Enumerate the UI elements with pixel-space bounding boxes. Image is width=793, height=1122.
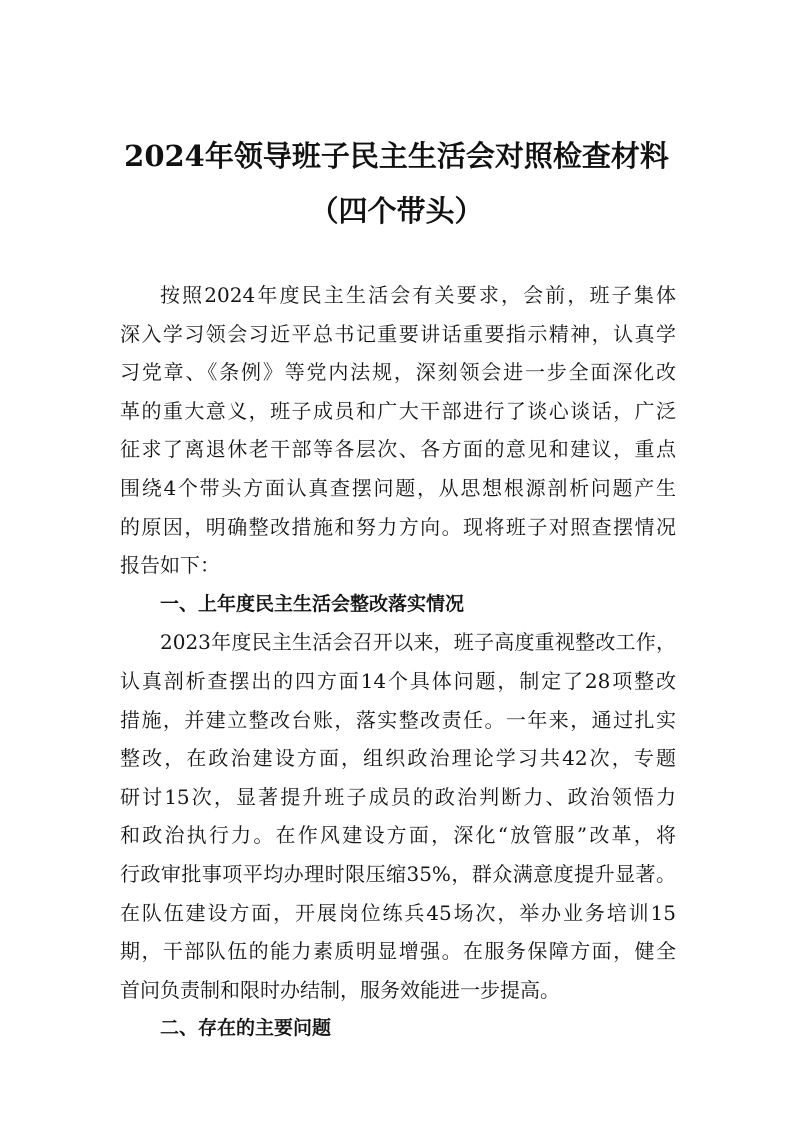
- intro-line: 围绕4个带头方面认真查摆问题，从思想根源剖析问题产生: [120, 475, 676, 500]
- intro-line: 习党章、《条例》等党内法规，深刻领会进一步全面深化改: [120, 360, 676, 385]
- intro-line: 的原因，明确整改措施和努力方向。现将班子对照查摆情况: [120, 514, 676, 539]
- document-subtitle: （四个带头）: [309, 194, 484, 228]
- section1-line: 研讨15次，显著提升班子成员的政治判断力、政治领悟力: [120, 784, 676, 809]
- intro-line: 报告如下：: [120, 553, 220, 578]
- intro-line: 深入学习领会习近平总书记重要讲话重要指示精神，认真学: [120, 321, 676, 346]
- section1-line: 2023年度民主生活会召开以来，班子高度重视整改工作，: [160, 630, 676, 655]
- section1-line: 和政治执行力。在作风建设方面，深化“放管服”改革，将: [120, 823, 676, 848]
- section1-line: 期，干部队伍的能力素质明显增强。在服务保障方面，健全: [120, 939, 676, 964]
- intro-line: 征求了离退休老干部等各层次、各方面的意见和建议，重点: [120, 437, 676, 462]
- section1-line: 认真剖析查摆出的四方面14个具体问题，制定了28项整改: [120, 668, 676, 693]
- section1-line: 措施，并建立整改台账，落实整改责任。一年来，通过扎实: [120, 707, 676, 732]
- section1-line: 行政审批事项平均办理时限压缩35%，群众满意度提升显著。: [120, 861, 676, 886]
- section1-line: 首问负责制和限时办结制，服务效能进一步提高。: [120, 977, 560, 1002]
- intro-line: 按照2024年度民主生活会有关要求，会前，班子集体: [160, 283, 676, 307]
- section1-line: 整改，在政治建设方面，组织政治理论学习共42次，专题: [120, 746, 676, 771]
- section-heading-1: 一、上年度民主生活会整改落实情况: [160, 592, 465, 615]
- document-title: 2024年领导班子民主生活会对照检查材料: [124, 139, 669, 173]
- section1-line: 在队伍建设方面，开展岗位练兵45场次，举办业务培训15: [120, 900, 676, 925]
- intro-line: 革的重大意义，班子成员和广大干部进行了谈心谈话，广泛: [120, 398, 676, 423]
- document-body: [120, 276, 676, 1048]
- section-heading-2: 二、存在的主要问题: [160, 1017, 332, 1040]
